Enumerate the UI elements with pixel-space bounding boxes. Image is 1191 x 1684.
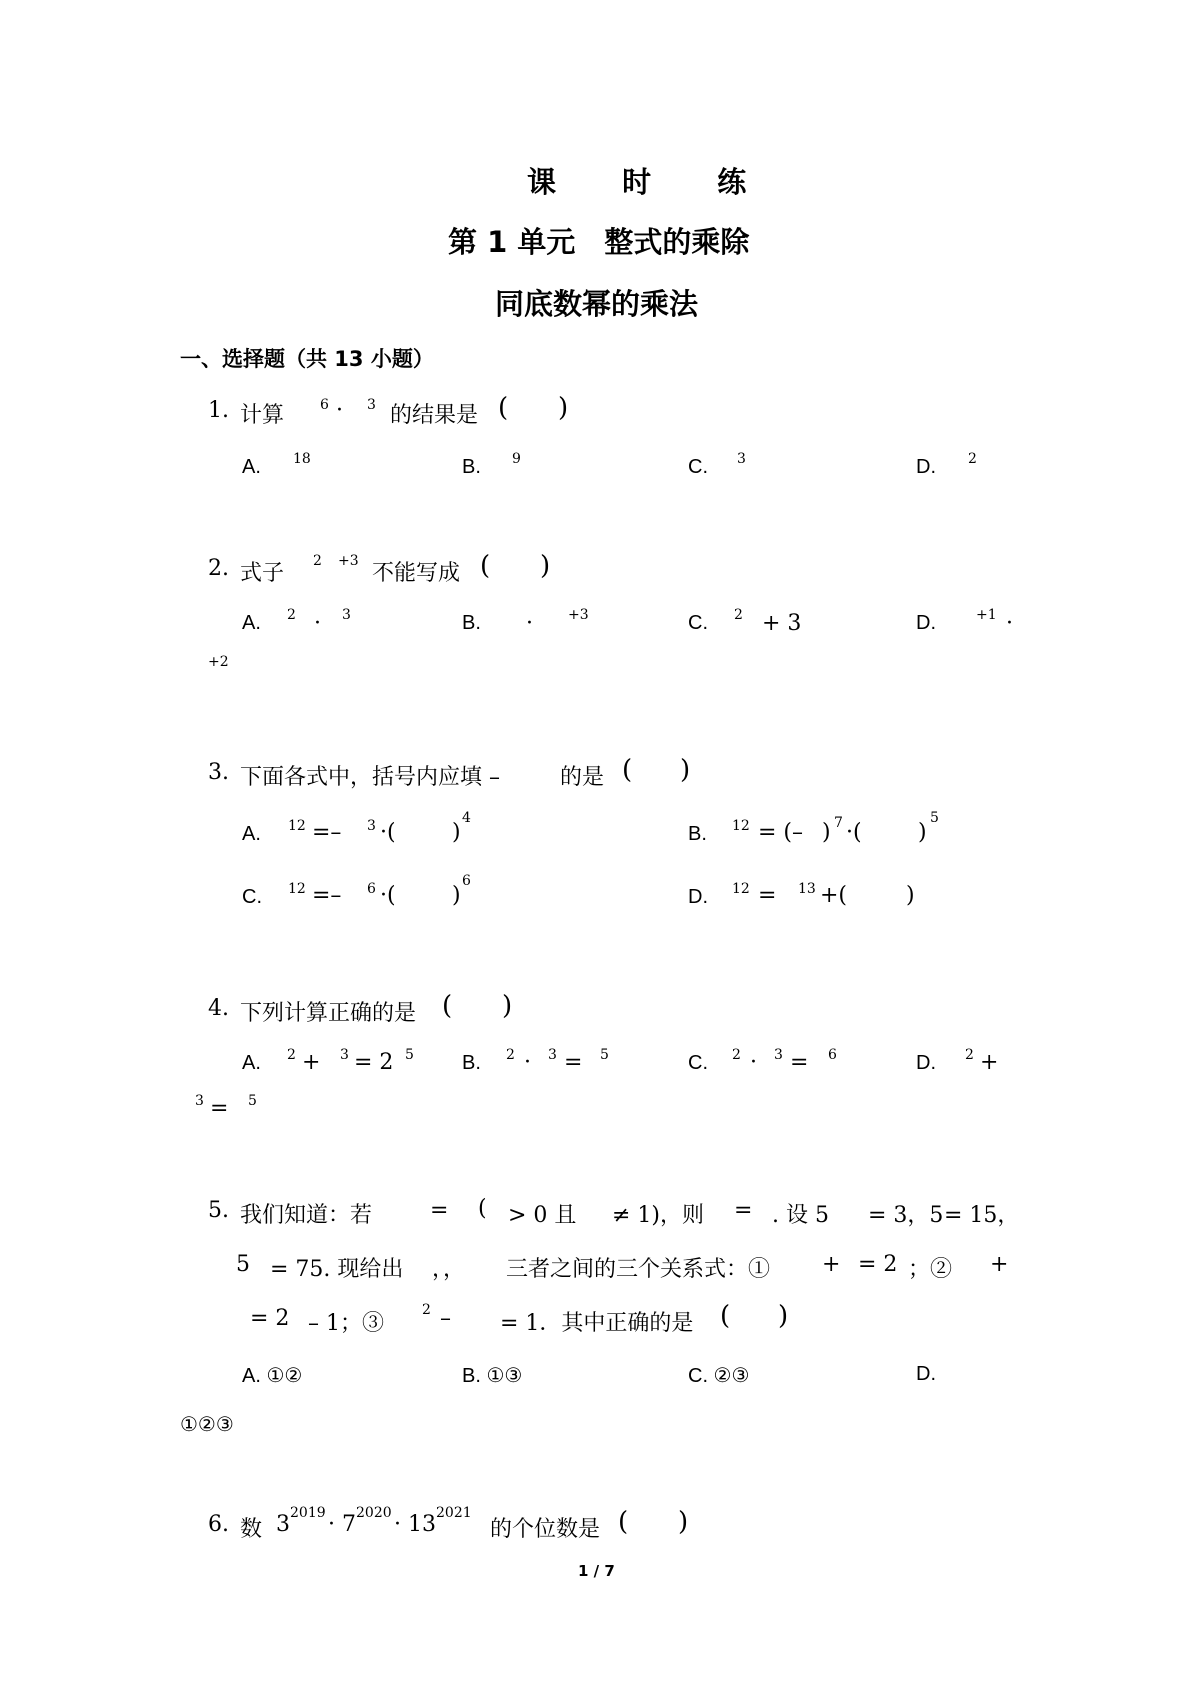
q5-line2-b: = 75. 现给出	[270, 1257, 404, 1282]
q5-line2-g: ；②	[908, 1257, 953, 1282]
q3-option-b-eq: = (–	[758, 820, 804, 845]
q6-power2: 2020	[356, 1505, 392, 1521]
q5-line2-a: 5	[236, 1252, 250, 1277]
q2-option-a-dot: ·	[314, 611, 321, 636]
q1-option-c: C.	[688, 456, 708, 478]
q4-option-d: D.	[916, 1052, 936, 1074]
q3-option-a-rp: )	[452, 820, 461, 845]
q4-option-d-exp2: 3	[195, 1093, 204, 1109]
q3-right-paren: )	[680, 755, 691, 785]
q4-option-c-exp1: 2	[732, 1047, 741, 1063]
q4-option-b-exp3: 5	[600, 1047, 609, 1063]
lesson-title: 同底数幂的乘法	[495, 287, 699, 321]
q2-right-paren: )	[540, 551, 551, 581]
q2-left-paren: (	[480, 551, 491, 581]
q2-option-c: C.	[688, 612, 708, 634]
q4-option-a-exp1: 2	[287, 1047, 296, 1063]
q2-option-b: B.	[462, 612, 481, 634]
q6-power1: 2019	[290, 1505, 326, 1521]
q5-line3-a: = 2	[250, 1306, 290, 1331]
q1-option-b-exp: 9	[512, 451, 521, 467]
q3-option-d-eq: =	[758, 883, 777, 908]
q1-tail: 的结果是	[390, 403, 479, 428]
q1-option-a-exp: 18	[293, 451, 311, 467]
q4-option-d-eq: =	[210, 1096, 229, 1121]
q5-line1-h: = 3，5	[868, 1203, 944, 1228]
q4-option-b-exp2: 3	[548, 1047, 557, 1063]
q2-option-a-exp2: 3	[342, 607, 351, 623]
q1-number: 1.	[208, 398, 229, 423]
q3-option-c-mid: ·(	[380, 883, 396, 908]
q4-option-b: B.	[462, 1052, 481, 1074]
q5-line3-c: 2	[422, 1302, 431, 1318]
q3-option-a-eq: =–	[312, 820, 342, 845]
q3-option-c-exp: 12	[288, 881, 306, 897]
q5-line2-f: = 2	[858, 1252, 898, 1277]
q3-option-b-exp: 12	[732, 818, 750, 834]
q6-tail: 的个位数是	[490, 1517, 601, 1542]
q2-option-c-exp: 2	[734, 607, 743, 623]
q1-left-paren: (	[498, 393, 509, 423]
q1-option-d-exp: 2	[968, 451, 977, 467]
q5-option-a: A. ①②	[242, 1365, 303, 1387]
q5-option-d: D.	[916, 1363, 936, 1385]
q4-option-a-plus: +	[302, 1050, 321, 1075]
q3-option-a: A.	[242, 823, 261, 845]
q5-line1-g: . 设 5	[772, 1203, 829, 1228]
q3-option-a-mid: ·(	[380, 820, 396, 845]
q3-option-a-exp: 12	[288, 818, 306, 834]
q4-option-c-dot: ·	[750, 1050, 757, 1075]
q2-option-d-exp1: +1	[976, 607, 997, 623]
q3-option-b-m: )	[822, 820, 831, 845]
q5-line1-a: 我们知道：若	[240, 1203, 373, 1228]
q6-right-paren: )	[678, 1507, 689, 1537]
q6-base2: · 7	[328, 1512, 356, 1537]
q3-option-c: C.	[242, 886, 262, 908]
q4-option-d-exp3: 5	[248, 1093, 257, 1109]
q6-base3: · 13	[394, 1512, 436, 1537]
q6-stem: 数	[240, 1517, 263, 1542]
q5-line1-c: (	[478, 1196, 487, 1221]
page-number: 1 / 7	[578, 1562, 615, 1580]
q3-option-d-mid: +(	[820, 883, 848, 908]
q4-option-a-exp3: 5	[405, 1047, 414, 1063]
q4-option-b-exp1: 2	[506, 1047, 515, 1063]
q5-line2-c: ，，	[432, 1257, 466, 1282]
q3-option-b-power2: 5	[930, 810, 939, 826]
q3-option-d-exp: 12	[732, 881, 750, 897]
q3-left-paren: (	[622, 755, 633, 785]
q3-option-c-rp: )	[452, 883, 461, 908]
q3-option-c-power: 6	[462, 873, 471, 889]
q1-stem: 计算	[240, 403, 285, 428]
unit-title: 第 1 单元 整式的乘除	[448, 225, 750, 259]
q2-stem: 式子	[240, 561, 285, 586]
q1-right-paren: )	[558, 393, 569, 423]
q4-option-c-eq: =	[790, 1050, 809, 1075]
q4-right-paren: )	[502, 991, 513, 1021]
q5-line2-h: +	[990, 1252, 1009, 1277]
q2-tail: 不能写成	[372, 561, 461, 586]
q2-option-d-exp2: +2	[208, 654, 229, 670]
q3-option-d-rp: )	[906, 883, 915, 908]
q3-option-c-eq: =–	[312, 883, 342, 908]
q6-number: 6.	[208, 1512, 229, 1537]
q1-dot: ·	[336, 398, 343, 423]
q1-option-c-exp: 3	[737, 451, 746, 467]
q2-option-d: D.	[916, 612, 936, 634]
q4-option-c-exp2: 3	[774, 1047, 783, 1063]
q4-option-d-exp1: 2	[965, 1047, 974, 1063]
q4-option-b-dot: ·	[524, 1050, 531, 1075]
q1-option-d: D.	[916, 456, 936, 478]
q5-option-d-value: ①②③	[180, 1414, 234, 1436]
q2-option-b-exp: +3	[568, 607, 589, 623]
q2-option-b-dot: ·	[526, 611, 533, 636]
q1-exp1: 6	[320, 397, 329, 413]
q5-line1-f: =	[734, 1198, 753, 1223]
q5-line1-b: =	[430, 1198, 449, 1223]
section-heading: 一、选择题（共 13 小题）	[180, 347, 434, 371]
q5-option-b: B. ①③	[462, 1365, 523, 1387]
q3-stem: 下面各式中，括号内应填 –	[240, 765, 500, 790]
q2-exp1: 2	[313, 553, 322, 569]
q2-option-a: A.	[242, 612, 261, 634]
q2-option-a-exp1: 2	[287, 607, 296, 623]
q5-line2-e: +	[822, 1252, 841, 1277]
q2-option-c-plus: + 3	[762, 611, 802, 636]
q2-exp2: +3	[338, 553, 359, 569]
q4-number: 4.	[208, 996, 229, 1021]
q4-left-paren: (	[442, 991, 453, 1021]
q3-number: 3.	[208, 760, 229, 785]
q4-option-a: A.	[242, 1052, 261, 1074]
q4-option-d-plus: +	[980, 1050, 999, 1075]
q6-base1: 3	[276, 1512, 290, 1537]
q5-right-paren: )	[778, 1301, 789, 1331]
doc-title: 课 时 练	[527, 165, 775, 199]
q5-line3-d: –	[440, 1306, 451, 1331]
q3-option-b: B.	[688, 823, 707, 845]
q1-exp2: 3	[367, 397, 376, 413]
q3-option-a-exp2: 3	[367, 818, 376, 834]
q3-option-a-power: 4	[462, 810, 471, 826]
q2-number: 2.	[208, 556, 229, 581]
q5-number: 5.	[208, 1198, 229, 1223]
q5-option-c: C. ②③	[688, 1365, 750, 1387]
q3-option-c-exp2: 6	[367, 881, 376, 897]
q4-option-a-eq: = 2	[354, 1050, 394, 1075]
q1-option-a: A.	[242, 456, 261, 478]
q4-option-b-eq: =	[564, 1050, 583, 1075]
q2-option-d-dot: ·	[1006, 611, 1013, 636]
q4-stem: 下列计算正确的是	[240, 1001, 417, 1026]
q3-option-b-rp: )	[918, 820, 927, 845]
q3-option-d: D.	[688, 886, 708, 908]
q3-option-b-mid: ·(	[846, 820, 862, 845]
q4-option-c: C.	[688, 1052, 708, 1074]
q5-line3-e: = 1．其中正确的是	[500, 1311, 694, 1336]
q4-option-a-exp2: 3	[340, 1047, 349, 1063]
q5-left-paren: (	[720, 1301, 731, 1331]
q5-line1-d: > 0 且	[508, 1203, 577, 1228]
q6-left-paren: (	[618, 1507, 629, 1537]
q3-option-b-power1: 7	[834, 815, 843, 831]
q4-option-c-exp3: 6	[828, 1047, 837, 1063]
q5-line3-b: – 1；③	[308, 1311, 384, 1336]
q6-power3: 2021	[436, 1505, 472, 1521]
q3-tail: 的是	[560, 765, 605, 790]
q3-option-d-exp2: 13	[798, 881, 816, 897]
q1-option-b: B.	[462, 456, 481, 478]
q5-line1-i: = 15，	[944, 1203, 1020, 1228]
q5-line1-e: ≠ 1)，则	[612, 1203, 705, 1228]
q5-line2-d: 三者之间的三个关系式：①	[506, 1257, 771, 1282]
